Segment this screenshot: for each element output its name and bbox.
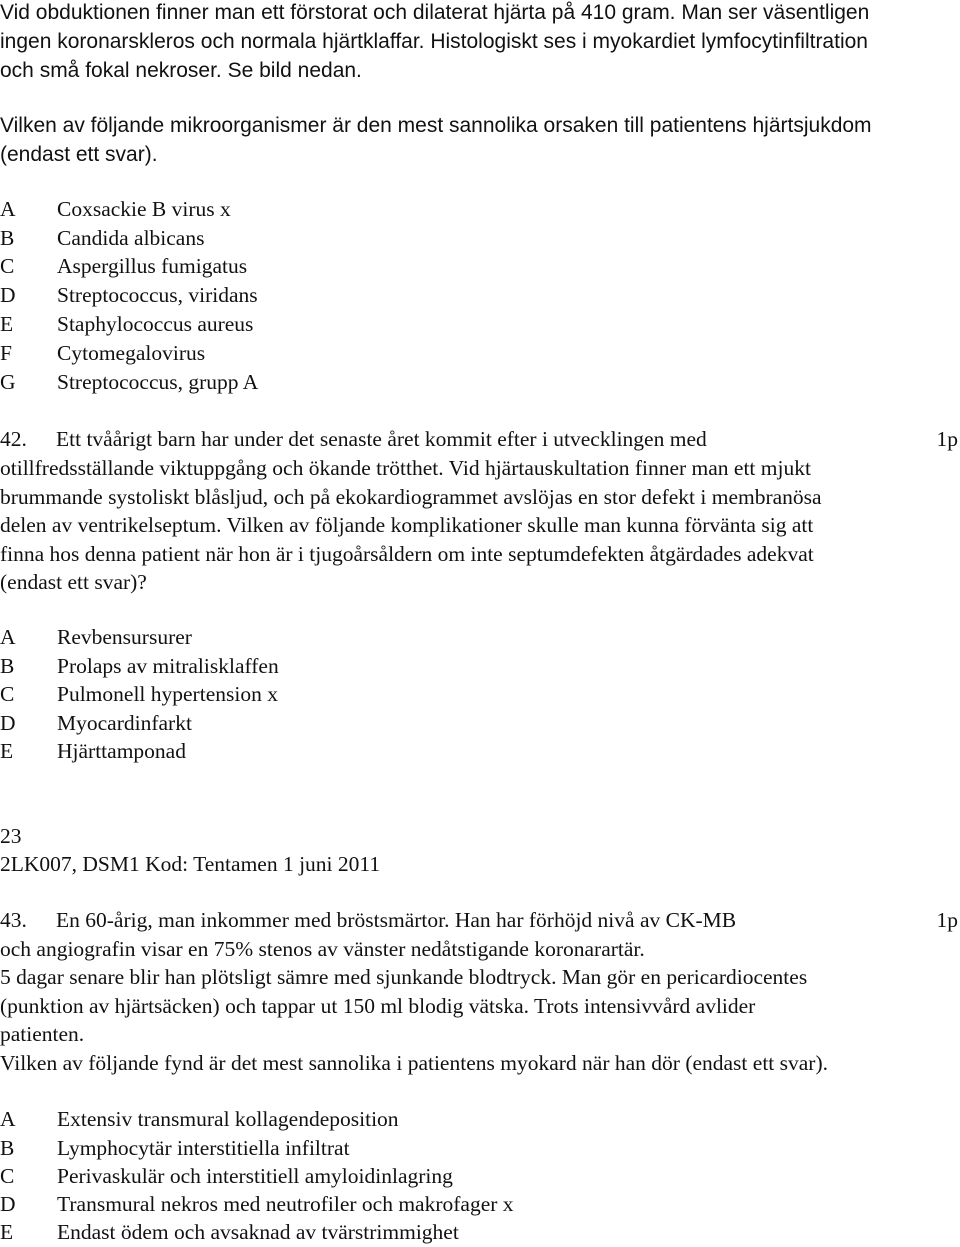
- question-number: 43.: [0, 908, 27, 932]
- intro-text-line: ingen koronarskleros och normala hjärtklaffar. Histologiskt ses i myokardiet lymfocytinfiltration: [0, 30, 868, 53]
- question-43-line: 5 dagar senare blir han plötsligt sämre med sjunkande blodtryck. Man gör en pericardiocentes: [0, 965, 808, 989]
- question-42-line: otillfredsställande viktuppgång och ökande trötthet. Vid hjärtauskultation finner man ett mjukt: [0, 456, 811, 480]
- question-43-first-line: 43. En 60-årig, man inkommer med bröstsmärtor. Han har förhöjd nivå av CK-MB: [0, 908, 737, 932]
- intro-text-line: Vid obduktionen finner man ett förstorat och dilaterat hjärta på 410 gram. Man ser väsentligen: [0, 1, 870, 24]
- question-43-line: (punktion av hjärtsäcken) och tappar ut 150 ml blodig vätska. Trots intensivvård avlider: [0, 994, 756, 1018]
- question-42-line: brummande systoliskt blåsljud, och på ekokardiogrammet avslöjas en stor defekt i membranösa: [0, 485, 822, 509]
- exam-info: 2LK007, DSM1 Kod: Tentamen 1 juni 2011: [0, 852, 381, 876]
- question-42-first-line: 42. Ett tvåårigt barn har under det senaste året kommit efter i utvecklingen med: [0, 427, 707, 451]
- question-43-line: och angiografin visar en 75% stenos av vänster nedåtstigande koronarartär.: [0, 937, 645, 961]
- page-number: 23: [0, 824, 22, 848]
- question-42-line: (endast ett svar)?: [0, 570, 147, 594]
- intro-text-line: och små fokal nekroser. Se bild nedan.: [0, 59, 362, 82]
- question-42-line: delen av ventrikelseptum. Vilken av följande komplikationer skulle man kunna förvänta sig att: [0, 513, 814, 537]
- question-43-line: patienten.: [0, 1022, 85, 1046]
- intro-question-line: (endast ett svar).: [0, 143, 158, 166]
- question-43-points: 1p: [936, 908, 958, 932]
- question-43-line: Vilken av följande fynd är det mest sannolika i patientens myokard när han dör (endast ett svar).: [0, 1051, 828, 1075]
- question-42-points: 1p: [936, 427, 958, 451]
- question-number: 42.: [0, 427, 27, 451]
- intro-question-line: Vilken av följande mikroorganismer är den mest sannolika orsaken till patientens hjärtsjukdom: [0, 114, 872, 137]
- question-42-line: finna hos denna patient när hon är i tjugoårsåldern om inte septumdefekten åtgärdades adekvat: [0, 542, 814, 566]
